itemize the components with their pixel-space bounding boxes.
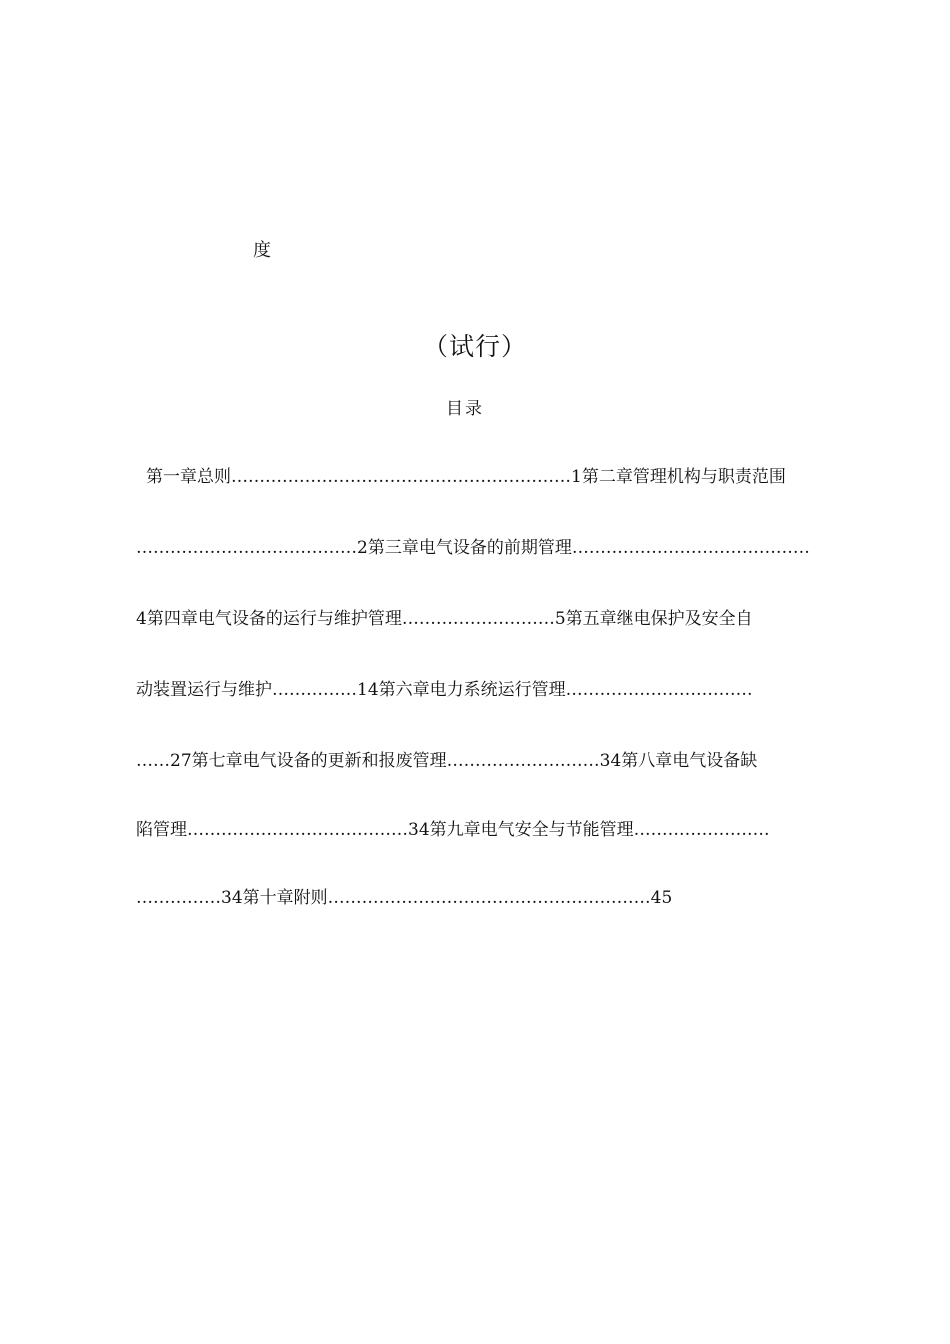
toc-line: 第一章总则……………………………………………………1第二章管理机构与职责范围 bbox=[146, 467, 786, 487]
toc-line: 动装置运行与维护……………14第六章电力系统运行管理…………………………… bbox=[136, 680, 753, 700]
document-subtitle: （试行） bbox=[422, 332, 527, 361]
toc-line: ……………34第十章附则…………………………………………………45 bbox=[136, 888, 673, 908]
toc-line: ……27第七章电气设备的更新和报废管理………………………34第八章电气设备缺 bbox=[136, 751, 758, 771]
title-fragment: 度 bbox=[253, 240, 271, 261]
toc-line: 陷管理…………………………………34第九章电气安全与节能管理…………………… bbox=[136, 820, 770, 840]
table-of-contents-title: 目录 bbox=[446, 399, 484, 419]
toc-line: 4第四章电气设备的运行与维护管理………………………5第五章继电保护及安全自 bbox=[136, 609, 753, 629]
toc-line: …………………………………2第三章电气设备的前期管理…………………………………… bbox=[136, 538, 810, 558]
